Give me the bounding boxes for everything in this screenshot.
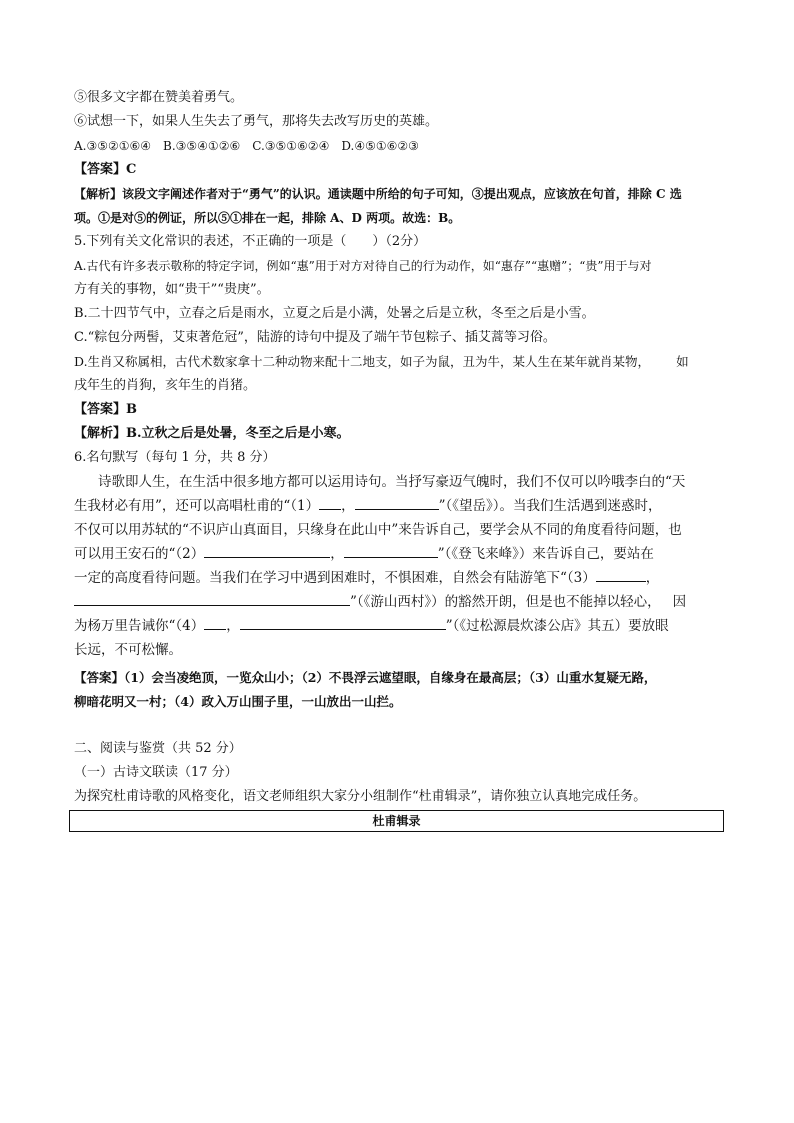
q6-text: ”（《游山西村》）的豁然开朗，但是也不能掉以轻心， <box>350 594 661 610</box>
q6-para-line-3: 不仅可以用苏轼的“不识庐山真面目，只缘身在此山中”来告诉自己，要学会从不同的角度看待问题，也 <box>74 522 682 538</box>
q4-analysis-line-1: 【解析】该段文字阐述作者对于“勇气”的认识。通读题中所给的句子可知，③提出观点，应该放在句首，排除 C 选 <box>74 187 682 201</box>
q6-answer-line-2: 柳暗花明又一村；（4）政入万山围子里，一山放出一山拦。 <box>74 694 402 709</box>
q5-option-b: B.二十四节气中，立春之后是雨水，立夏之后是小满，处暑之后是立秋，冬至之后是小雪。 <box>74 306 595 321</box>
q6-answer-line-1: 【答案】（1）会当凌绝顶，一览众山小；（2）不畏浮云遮望眼，自缘身在最高层；（3）山重水复疑无路， <box>74 670 657 685</box>
q4-item-6: ⑥试想一下，如果人生失去了勇气，那将失去改写历史的英雄。 <box>74 114 439 129</box>
q5-option-d-text: D.生肖又称属相，古代术数家拿十二种动物来配十二地支，如子为鼠，丑为牛，某人生在某年就肖某物， <box>74 354 651 369</box>
section-title: 二、阅读与鉴赏（共 52 分） <box>74 741 242 756</box>
section-subtitle: （一）古诗文联读（17 分） <box>74 765 238 780</box>
q5-option-d-line-1 <box>74 351 724 373</box>
q5-option-a-line-2: 方有关的事物，如“贵干”“贵庚”。 <box>74 282 270 297</box>
q6-para-line-8: 长远，不可松懈。 <box>74 642 182 658</box>
q5-question: 5.下列有关文化常识的表述，不正确的一项是（ ）（2分） <box>74 234 427 249</box>
q6-para-line-1: 诗歌即人生，在生活中很多地方都可以运用诗句。当抒写豪迈气魄时，我们不仅可以吟哦李白的“天 <box>98 474 686 490</box>
blank-3a <box>596 567 646 582</box>
q6-text: ， <box>226 618 240 634</box>
q5-option-d-cont: 如 <box>676 354 689 369</box>
q5-analysis: 【解析】B.立秋之后是处暑，冬至之后是小寒。 <box>74 426 350 441</box>
blank-1b <box>355 495 439 510</box>
q6-para-line-7 <box>74 615 724 637</box>
blank-4a <box>204 615 226 630</box>
q6-para-line-2 <box>74 495 724 517</box>
q5-answer: 【答案】B <box>74 402 137 417</box>
blank-2a <box>204 543 330 558</box>
q6-text: 一定的高度看待问题。当我们在学习中遇到困难时，不惧困难，自然会有陆游笔下“（3） <box>74 570 596 586</box>
q4-analysis-line-2: 项。①是对⑤的例证，所以⑤①排在一起，排除 A、D 两项。故选：B。 <box>74 211 461 225</box>
q6-text: ”（《望岳》）。当我们生活遇到迷惑时， <box>438 498 662 514</box>
blank-4b <box>240 615 446 630</box>
q6-text: 为杨万里告诫你“（4） <box>74 618 205 634</box>
q6-text: 可以用王安石的“（2） <box>74 546 205 562</box>
q6-para-line-5 <box>74 567 724 589</box>
section-intro: 为探究杜甫诗歌的风格变化，语文老师组织大家分小组制作“杜甫辑录”，请你独立认真地完成任务。 <box>74 789 647 804</box>
q6-question: 6.名句默写（每句 1 分，共 8 分） <box>74 450 276 465</box>
q6-text: ， <box>645 570 660 586</box>
q6-text: ”（《过松源晨炊漆公店》其五）要放眼 <box>445 618 669 634</box>
q6-para-line-6 <box>74 591 724 613</box>
q6-text: 生我材必有用”，还可以高唱杜甫的“（1） <box>74 498 320 514</box>
blank-3b <box>74 591 350 606</box>
q5-option-a-line-1: A.古代有许多表示敬称的特定字词，例如“惠”用于对方对待自己的行为动作，如“惠存”“惠赠”；“贵”用于与对 <box>74 259 652 273</box>
q6-text: ， <box>341 498 355 514</box>
blank-2b <box>344 543 438 558</box>
q4-answer: 【答案】C <box>74 162 137 177</box>
q6-text: ”（《登飞来峰》）来告诉自己，要站在 <box>437 546 654 562</box>
q6-text: 因 <box>672 594 687 610</box>
q5-option-d-line-2: 戌年生的肖狗，亥年生的肖猪。 <box>74 378 257 393</box>
q6-text: ， <box>330 546 344 562</box>
dufu-record-table-header: 杜甫辑录 <box>69 810 724 832</box>
q4-options: A.③⑤②①⑥④ B.③⑤④①②⑥ C.③⑤①⑥②④ D.④⑤①⑥②③ <box>74 139 419 153</box>
q6-para-line-4 <box>74 543 724 565</box>
q4-item-5: ⑤很多文字都在赞美着勇气。 <box>74 90 244 105</box>
q5-option-c: C.“粽包分两髻，艾束著危冠”，陆游的诗句中提及了端午节包粽子、插艾蒿等习俗。 <box>74 330 556 345</box>
blank-1a <box>319 495 341 510</box>
